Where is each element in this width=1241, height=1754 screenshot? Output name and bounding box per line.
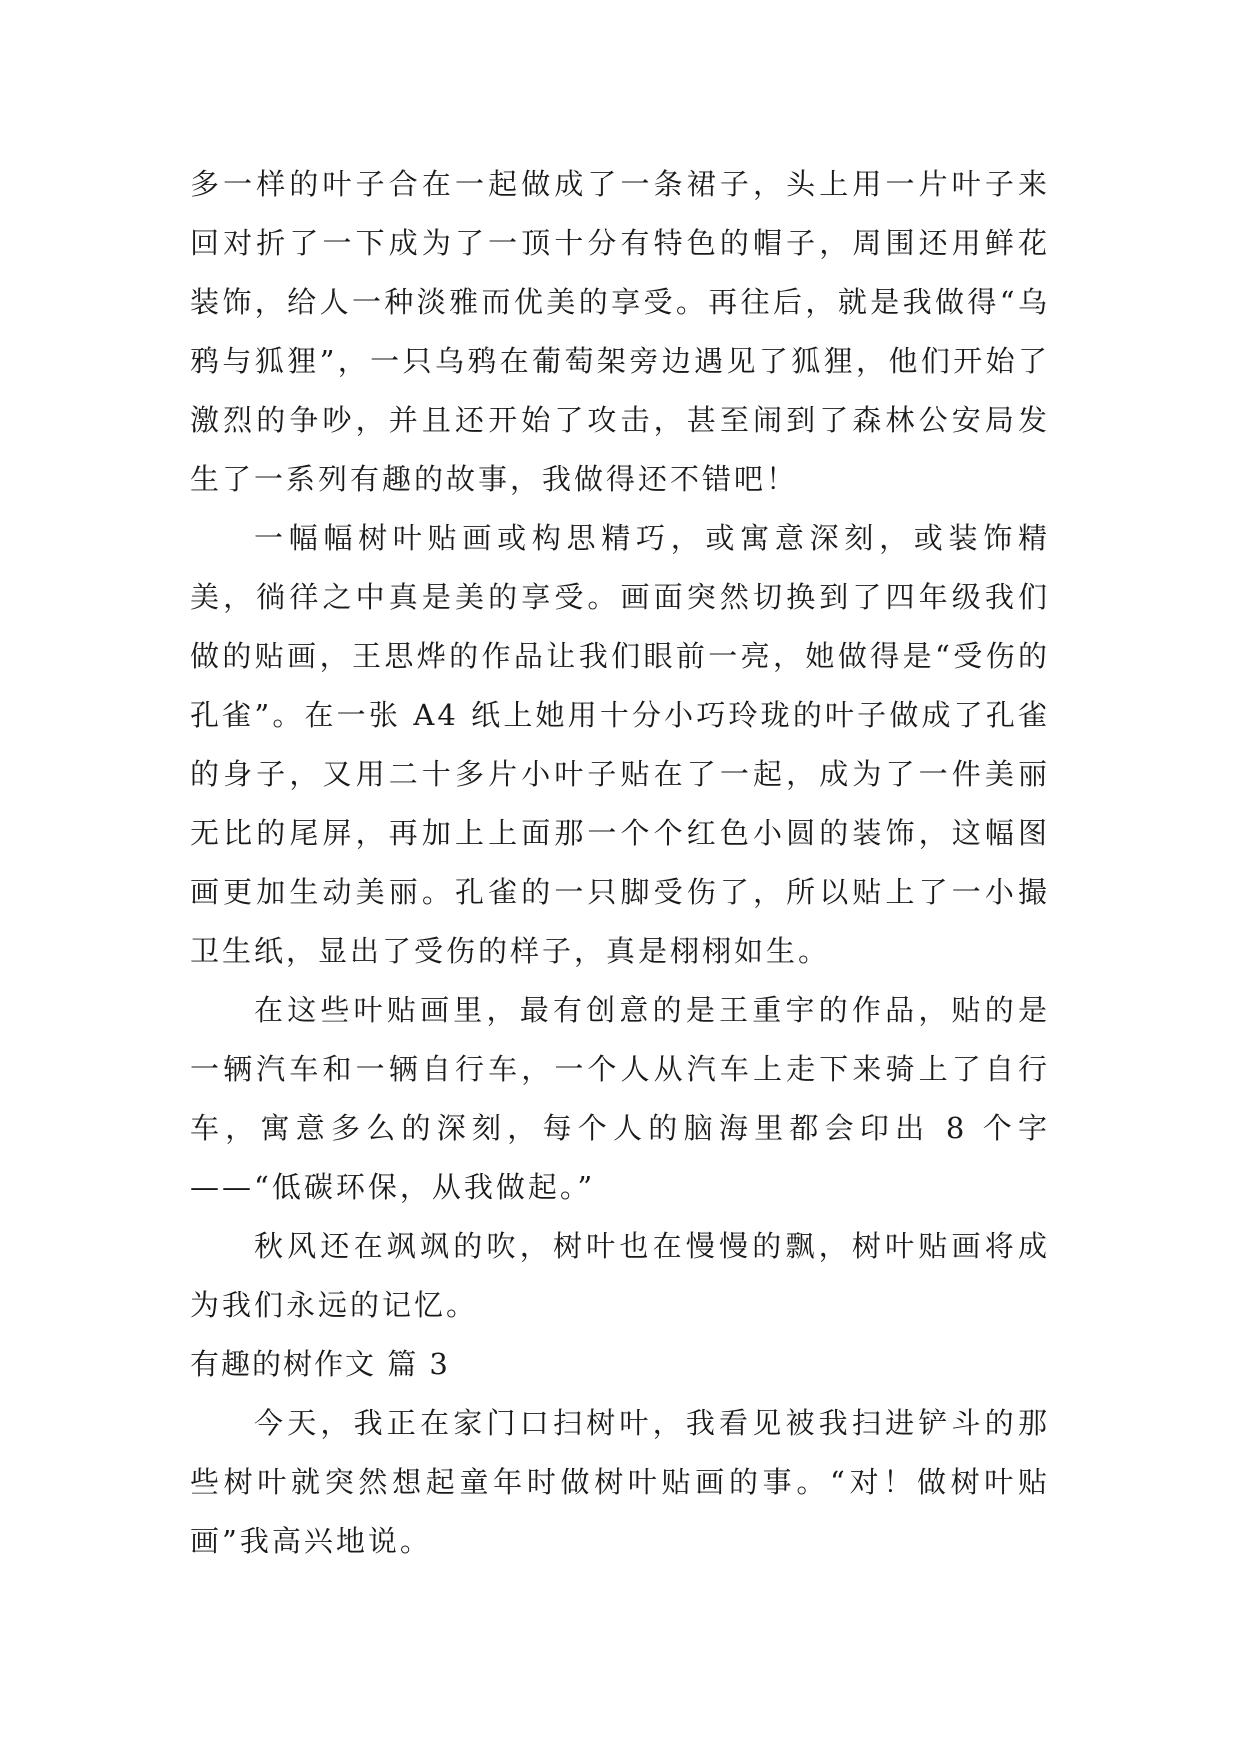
paragraph-sweeping-leaves: 今天，我正在家门口扫树叶，我看见被我扫进铲斗的那些树叶就突然想起童年时做树叶贴画的事。“对！做树叶贴画”我高兴地说。: [190, 1406, 1050, 1558]
section-heading: 有趣的树作文 篇 3: [190, 1347, 450, 1381]
paragraph-autumn-wind: 秋风还在飒飒的吹，树叶也在慢慢的飘，树叶贴画将成为我们永远的记忆。: [190, 1229, 1050, 1322]
paragraph-continuation: 多一样的叶子合在一起做成了一条裙子，头上用一片叶子来回对折了一下成为了一顶十分有特色的帽子，周围还用鲜花装饰，给人一种淡雅而优美的享受。再往后，就是我做得“乌鸦与狐狸”，一只乌鸦在葡萄架旁边遇见了狐狸，他们开始了激烈的争吵，并且还开始了攻击，甚至闹到了森林公安局发生了一系列有趣的故事，我做得还不错吧！: [190, 167, 1050, 496]
document-page: [190, 155, 1050, 1571]
paragraph-peacock: 一幅幅树叶贴画或构思精巧，或寓意深刻，或装饰精美，徜徉之中真是美的享受。画面突然切换到了四年级我们做的贴画，王思烨的作品让我们眼前一亮，她做得是“受伤的孔雀”。在一张 A4 纸上她用十分小巧玲珑的叶子做成了孔雀的身子，又用二十多片小叶子贴在了一起，成为了一件美丽无比的尾屏，再加上上面那一个个红色小圆的装饰，这幅图画更加生动美丽。孔雀的一只脚受伤了，所以贴上了一小撮卫生纸，显出了受伤的样子，真是栩栩如生。: [190, 521, 1050, 968]
paragraph-car-bicycle: 在这些叶贴画里，最有创意的是王重宇的作品，贴的是一辆汽车和一辆自行车，一个人从汽车上走下来骑上了自行车，寓意多么的深刻，每个人的脑海里都会印出 8 个字——“低碳环保，从我做起。”: [190, 993, 1050, 1204]
